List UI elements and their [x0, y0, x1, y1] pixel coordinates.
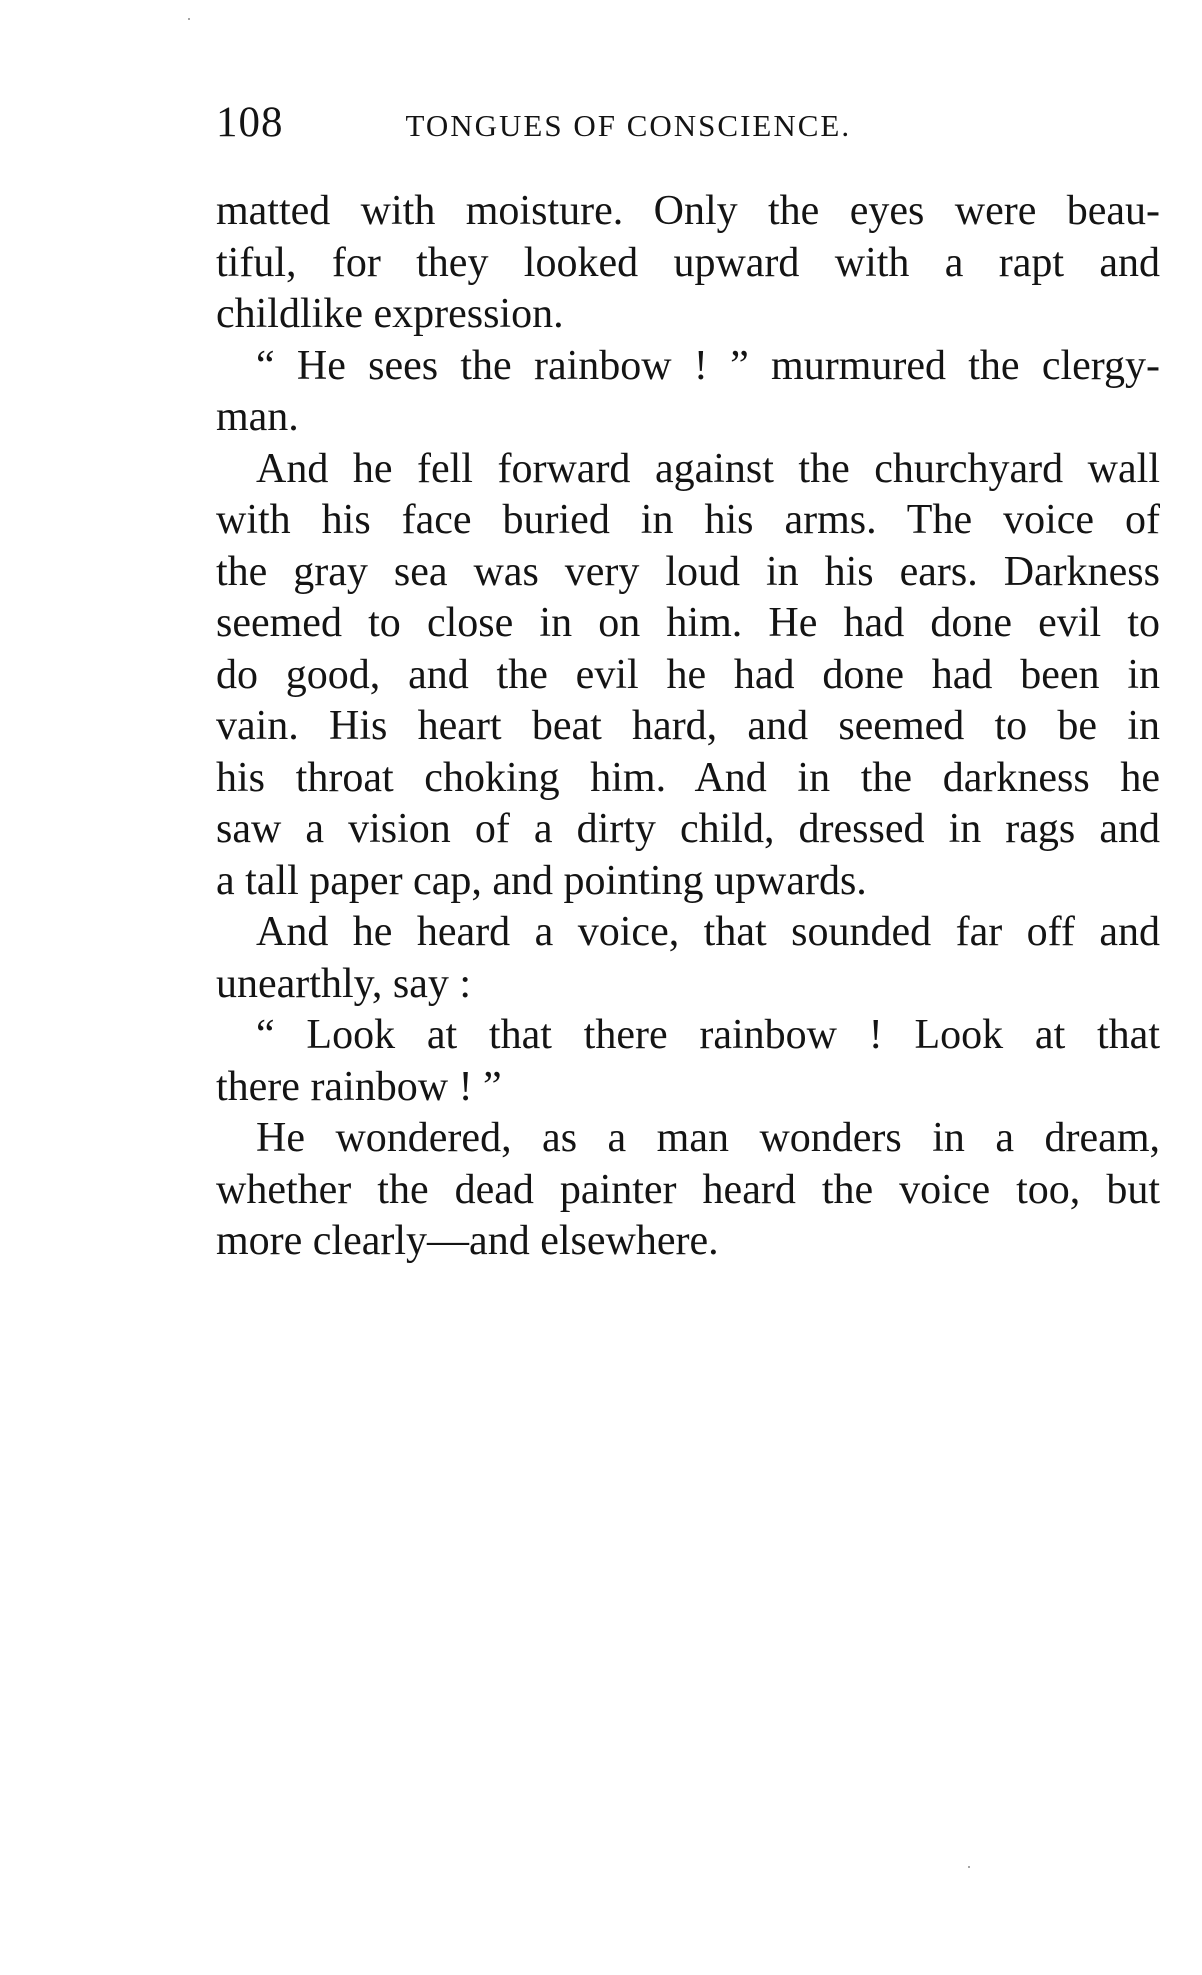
text-line: whether the dead painter heard the voice too, but — [216, 1166, 1160, 1213]
paragraph-2 — [216, 341, 1160, 444]
paragraph-1 — [216, 186, 1160, 341]
body-text — [216, 186, 1160, 1268]
text-line: with his face buried in his arms. The voice of — [216, 497, 1160, 543]
text-line: his throat choking him. And in the darkness he — [216, 754, 1160, 801]
paragraph-6 — [216, 1113, 1160, 1268]
text-line: do good, and the evil he had done had been in — [216, 651, 1160, 698]
text-line: saw a vision of a dirty child, dressed in rags and — [216, 806, 1160, 852]
running-title: TONGUES OF CONSCIENCE. — [405, 108, 852, 143]
text-line: there rainbow ! ” — [216, 1063, 502, 1110]
text-line: vain. His heart beat hard, and seemed to be in — [216, 703, 1160, 749]
text-line: matted with moisture. Only the eyes were beau- — [216, 188, 1160, 234]
running-head — [216, 98, 1160, 158]
text-line: unearthly, say : — [216, 960, 472, 1007]
paragraph-5 — [216, 1010, 1160, 1113]
paragraph-4 — [216, 907, 1160, 1010]
paper-speck — [968, 1866, 970, 1868]
text-line: man. — [216, 394, 299, 440]
text-line: a tall paper cap, and pointing upwards. — [216, 857, 867, 904]
text-line: the gray sea was very loud in his ears. Darkness — [216, 548, 1160, 595]
text-line: seemed to close in on him. He had done evil to — [216, 600, 1160, 646]
paper-speck — [188, 18, 190, 20]
text-line: tiful, for they looked upward with a rapt and — [216, 239, 1160, 286]
text-line: He wondered, as a man wonders in a dream, — [256, 1115, 1160, 1161]
text-line: “ Look at that there rainbow ! Look at that — [256, 1012, 1160, 1058]
text-line: “ He sees the rainbow ! ” murmured the clergy- — [256, 342, 1160, 389]
page-number: 108 — [216, 99, 284, 146]
text-line: childlike expression. — [216, 291, 564, 337]
text-line: And he heard a voice, that sounded far off and — [256, 909, 1160, 955]
paragraph-3 — [216, 444, 1160, 908]
text-line: more clearly—and elsewhere. — [216, 1218, 719, 1264]
text-line: And he fell forward against the churchyard wall — [256, 445, 1160, 492]
